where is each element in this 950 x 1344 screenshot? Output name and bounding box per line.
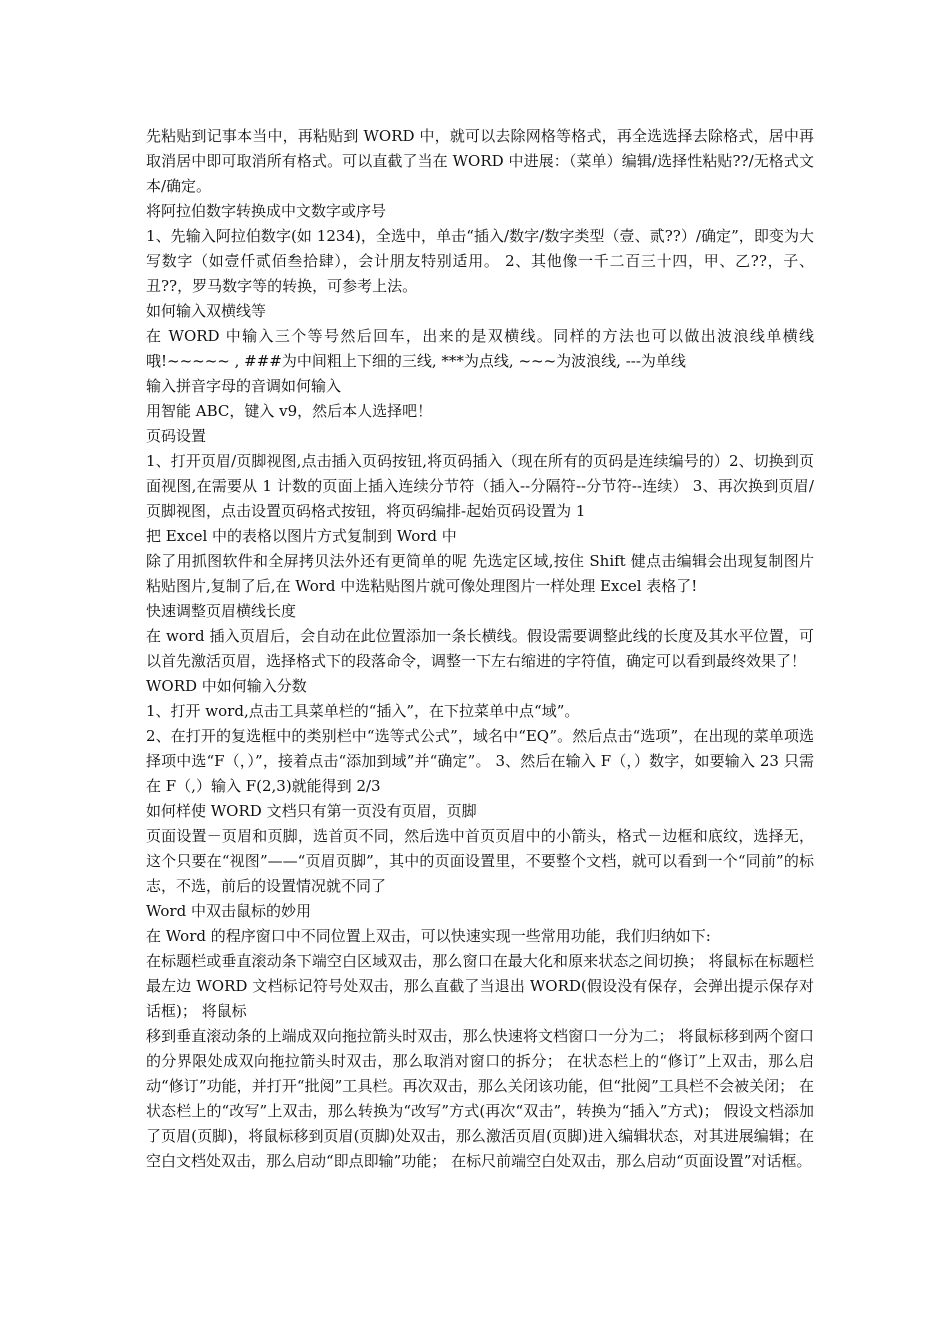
paragraph-plain-paste: 先粘贴到记事本当中，再粘贴到 WORD 中，就可以去除网格等格式，再全选选择去除格式，居中再取消居中即可取消所有格式。可以直截了当在 WORD 中进展：（菜单）编辑/选择性粘贴??/无格式文本/确定。 [146, 127, 814, 195]
document-body [146, 124, 814, 1174]
paragraph-double-click-scrollbar: 移到垂直滚动条的上端成双向拖拉箭头时双击，那么快速将文档窗口一分为二； 将鼠标移到两个窗口的分界限处成双向拖拉箭头时双击，那么取消对窗口的拆分； 在状态栏上的“修订”上双击，那么启动“修订”功能，并打开“批阅”工具栏。再次双击，那么关闭该功能，但“批阅”工具栏不会被关闭； 在状态栏上的“改写”上双击，那么转换为“改写”方式(再次“双击”，转换为“插入”方式)； 假设文档添加了页眉(页脚)，将鼠标移到页眉(页脚)处双击，那么激活页眉(页脚)进入编辑状态，对其进展编辑；在空白文档处双击，那么启动“即点即输”功能； 在标尺前端空白处双击，那么启动“页面设置”对话框。 [146, 1027, 814, 1170]
heading-page-number: 页码设置 [146, 427, 207, 445]
paragraph-double-click-intro: 在 Word 的程序窗口中不同位置上双击，可以快速实现一些常用功能，我们归纳如下: [146, 927, 711, 945]
heading-first-page-no-header: 如何样使 WORD 文档只有第一页没有页眉，页脚 [146, 802, 477, 820]
paragraph-fraction-step-2: 2、在打开的复选框中的类别栏中“选等式公式”，域名中“EQ”。然后点击“选项”，在出现的菜单项选择项中选“F（，）”，接着点击“添加到域”并“确定”。 3、然后在输入 F（，）数字，如要输入 23 只需在 F（,）输入 F(2,3)就能得到 2/3 [146, 727, 814, 795]
paragraph-arabic-to-chinese-numerals: 1、先输入阿拉伯数字(如 1234)，全选中，单击“插入/数字/数字类型（壹、贰??）/确定”，即变为大写数字（如壹仟贰佰叁拾肆），会计朋友特别适用。 2、其他像一千二百三十四，甲、乙??，子、丑??，罗马数字等的转换，可参考上法。 [146, 227, 814, 295]
paragraph-first-page-no-header: 页面设置－页眉和页脚，选首页不同，然后选中首页页眉中的小箭头，格式－边框和底纹，选择无，这个只要在“视图”——“页眉页脚”，其中的页面设置里，不要整个文档，就可以看到一个“同前”的标志，不选，前后的设置情况就不同了 [146, 827, 814, 895]
heading-arabic-to-chinese-numerals: 将阿拉伯数字转换成中文数字或序号 [146, 202, 387, 220]
paragraph-excel-table-as-picture: 除了用抓图软件和全屏拷贝法外还有更简单的呢 先选定区域,按住 Shift 健点击编辑会出现复制图片粘贴图片,复制了后,在 Word 中选粘贴图片就可像处理图片一样处理 Excel 表格了! [146, 552, 814, 595]
heading-header-line-length: 快速调整页眉横线长度 [146, 602, 297, 620]
heading-double-click-uses: Word 中双击鼠标的妙用 [146, 902, 311, 920]
heading-double-line: 如何输入双横线等 [146, 302, 267, 320]
paragraph-double-line: 在 WORD 中输入三个等号然后回车，出来的是双横线。同样的方法也可以做出波浪线单横线哦!~~~~~ , ###为中间粗上下细的三线, ***为点线, ~~~为波浪线, ---为单线 [146, 327, 814, 370]
heading-excel-table-as-picture: 把 Excel 中的表格以图片方式复制到 Word 中 [146, 527, 457, 545]
paragraph-page-number: 1、打开页眉/页脚视图,点击插入页码按钮,将页码插入（现在所有的页码是连续编号的）2、切换到页面视图,在需要从 1 计数的页面上插入连续分节符（插入--分隔符--分节符--连续） 3、再次换到页眉/页脚视图，点击设置页码格式按钮，将页码编排-起始页码设置为 1 [146, 452, 814, 520]
paragraph-pinyin-tone: 用智能 ABC，键入 v9，然后本人选择吧！ [146, 402, 433, 420]
paragraph-fraction-step-1: 1、打开 word,点击工具菜单栏的“插入”，在下拉菜单中点“域”。 [146, 702, 580, 720]
paragraph-double-click-titlebar: 在标题栏或垂直滚动条下端空白区域双击，那么窗口在最大化和原来状态之间切换； 将鼠标在标题栏最左边 WORD 文档标记符号处双击，那么直截了当退出 WORD(假设没有保存，会弹出提示保存对话框)； 将鼠标 [146, 952, 814, 1020]
heading-fraction-input: WORD 中如何输入分数 [146, 677, 307, 695]
heading-pinyin-tone: 输入拼音字母的音调如何输入 [146, 377, 342, 395]
paragraph-header-line-length: 在 word 插入页眉后，会自动在此位置添加一条长横线。假设需要调整此线的长度及其水平位置，可以首先激活页眉，选择格式下的段落命令，调整一下左右缩进的字符值，确定可以看到最终效果了！ [146, 627, 814, 670]
